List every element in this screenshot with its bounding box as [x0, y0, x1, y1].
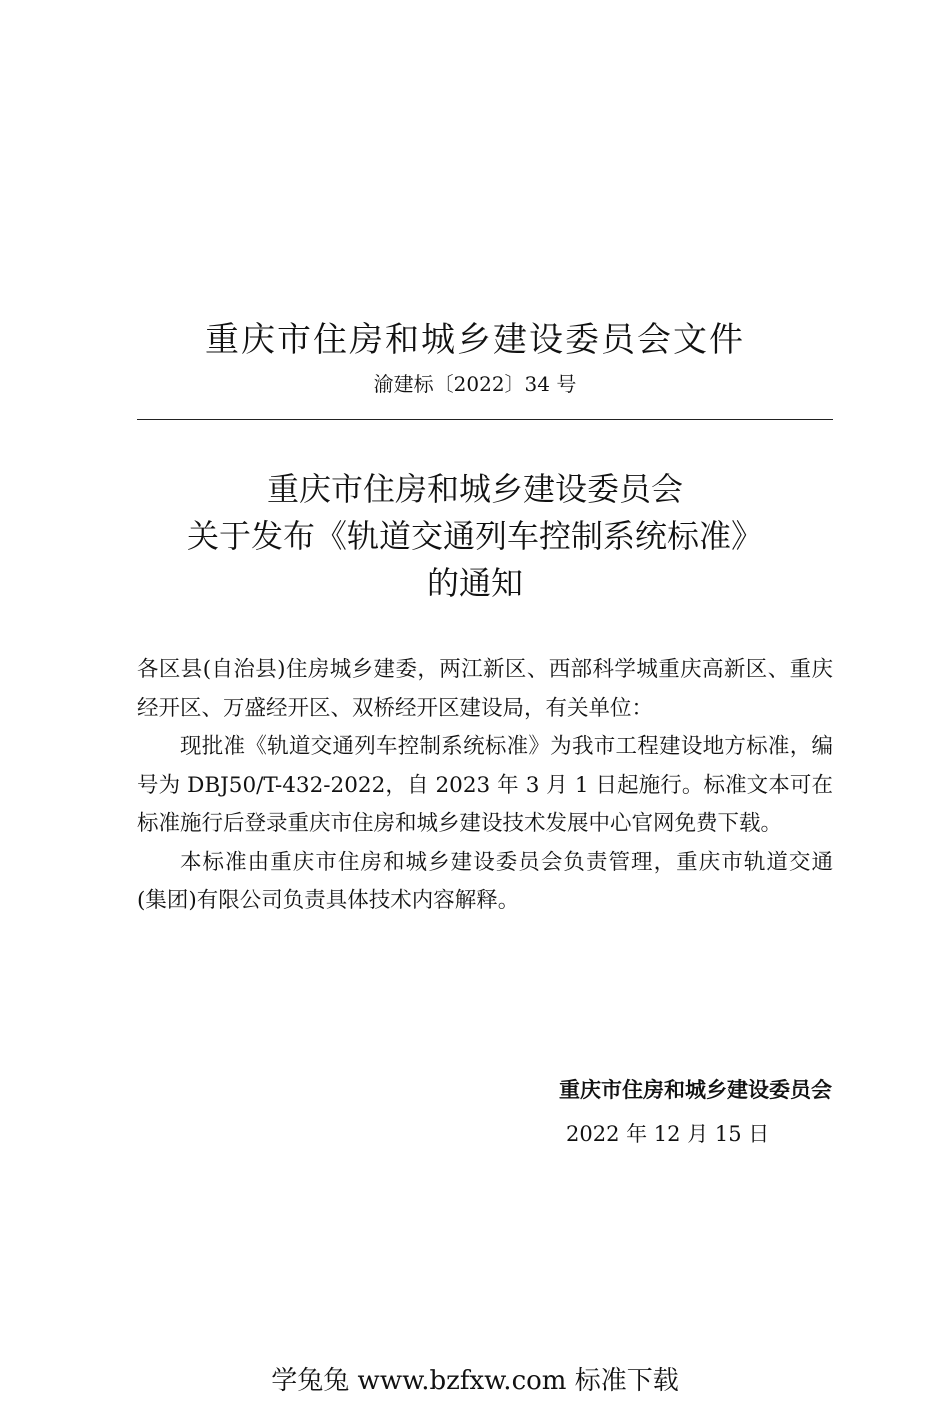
notice-title-line-3: 的通知 — [426, 564, 523, 602]
addressee-paragraph: 各区县(自治县)住房城乡建委，两江新区、西部科学城重庆高新区、重庆经开区、万盛经开区、双桥经开区建设局，有关单位： — [137, 657, 833, 721]
notice-title-line-1: 重庆市住房和城乡建设委员会 — [266, 470, 683, 508]
signature-org: 重庆市住房和城乡建设委员会 — [559, 1078, 832, 1102]
management-paragraph: 本标准由重庆市住房和城乡建设委员会负责管理，重庆市轨道交通(集团)有限公司负责具体技术内容解释。 — [137, 849, 833, 913]
signature-date: 2022 年 12 月 15 日 — [566, 1122, 770, 1146]
approval-paragraph: 现批准《轨道交通列车控制系统标准》为我市工程建设地方标准，编号为 DBJ50/T-432-2022，自 2023 年 3 月 1 日起施行。标准文本可在标准施行后登录重庆市住房和城乡建设技术发展中心官网免费下载。 — [137, 734, 833, 836]
notice-title-line-2: 关于发布《轨道交通列车控制系统标准》 — [186, 517, 763, 555]
header-divider — [137, 419, 833, 420]
footer-watermark: 学兔兔 www.bzfxw.com 标准下载 — [271, 1366, 679, 1396]
notice-body — [137, 651, 833, 921]
document-number: 渝建标〔2022〕34 号 — [373, 372, 577, 396]
issuer-title: 重庆市住房和城乡建设委员会文件 — [205, 320, 745, 360]
notice-title — [0, 466, 950, 607]
